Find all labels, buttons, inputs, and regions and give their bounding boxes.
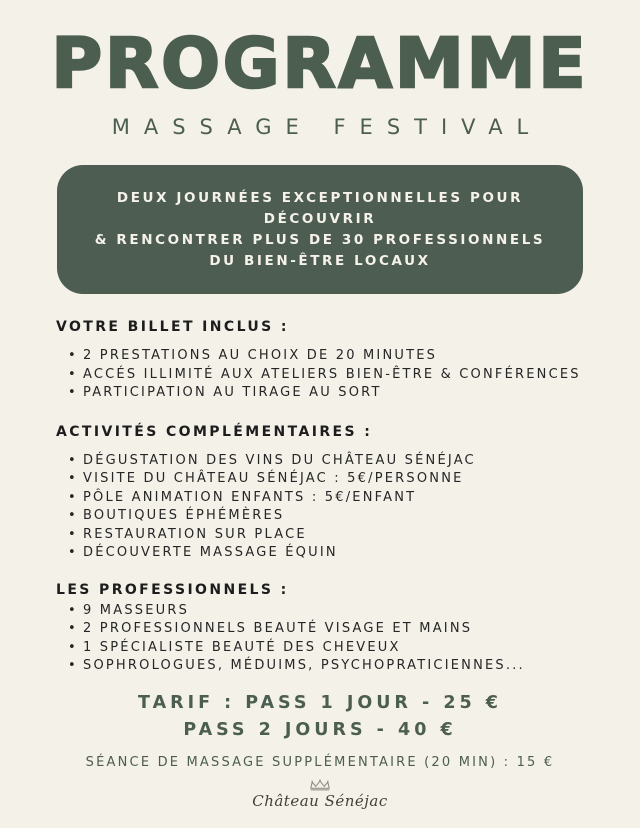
list-item: • DÉCOUVERTE MASSAGE ÉQUIN xyxy=(56,544,584,563)
list-item: • 9 MASSEURS xyxy=(56,602,584,621)
list-item: • DÉGUSTATION DES VINS DU CHÂTEAU SÉNÉJAC xyxy=(56,452,584,471)
list-item: • 2 PROFESSIONNELS BEAUTÉ VISAGE ET MAINS xyxy=(56,620,584,639)
logo-text: Château Sénéjac xyxy=(252,791,388,810)
page-title: PROGRAMME xyxy=(51,24,589,104)
list-item: • 2 PRESTATIONS AU CHOIX DE 20 MINUTES xyxy=(56,347,584,366)
banner-line: DU BIEN-ÊTRE LOCAUX xyxy=(209,253,431,269)
list-item: • PÔLE ANIMATION ENFANTS : 5€/ENFANT xyxy=(56,489,584,508)
banner-line: & RENCONTRER PLUS DE 30 PROFESSIONNELS xyxy=(94,232,546,248)
list-item: • BOUTIQUES ÉPHÉMÈRES xyxy=(56,507,584,526)
section-heading-billet: VOTRE BILLET INCLUS : xyxy=(56,319,289,335)
list-item: • 1 SPÉCIALISTE BEAUTÉ DES CHEVEUX xyxy=(56,639,584,658)
list-item: • VISITE DU CHÂTEAU SÉNÉJAC : 5€/PERSONNE xyxy=(56,470,584,489)
banner-line: DEUX JOURNÉES EXCEPTIONNELLES POUR DÉCOUVRIR xyxy=(116,190,524,227)
content-area xyxy=(0,319,640,676)
pricing-block xyxy=(0,693,640,740)
section-heading-professionnels: LES PROFESSIONNELS : xyxy=(56,581,289,598)
list-item: • PARTICIPATION AU TIRAGE AU SORT xyxy=(56,384,584,403)
billet-list xyxy=(56,347,584,403)
list-item: • SOPHROLOGUES, MÉDUIMS, PSYCHOPRATICIENNES... xyxy=(56,657,584,676)
pricing-line-day1: TARIF : PASS 1 JOUR - 25 € xyxy=(138,692,502,713)
section-heading-activites: ACTIVITÉS COMPLÉMENTAIRES : xyxy=(56,423,373,440)
list-item: • ACCÉS ILLIMITÉ AUX ATELIERS BIEN-ÊTRE & CONFÉRENCES xyxy=(56,366,584,385)
crown-icon xyxy=(307,779,333,791)
footer-logo xyxy=(0,779,640,810)
activites-list xyxy=(56,452,584,563)
list-item: • RESTAURATION SUR PLACE xyxy=(56,526,584,545)
programme-poster xyxy=(0,24,640,828)
intro-banner xyxy=(57,165,583,294)
pricing-line-day2: PASS 2 JOURS - 40 € xyxy=(183,719,457,740)
professionnels-list xyxy=(56,602,584,676)
page-subtitle: MASSAGE FESTIVAL xyxy=(111,115,543,139)
pricing-note: SÉANCE DE MASSAGE SUPPLÉMENTAIRE (20 MIN) : 15 € xyxy=(85,754,555,770)
